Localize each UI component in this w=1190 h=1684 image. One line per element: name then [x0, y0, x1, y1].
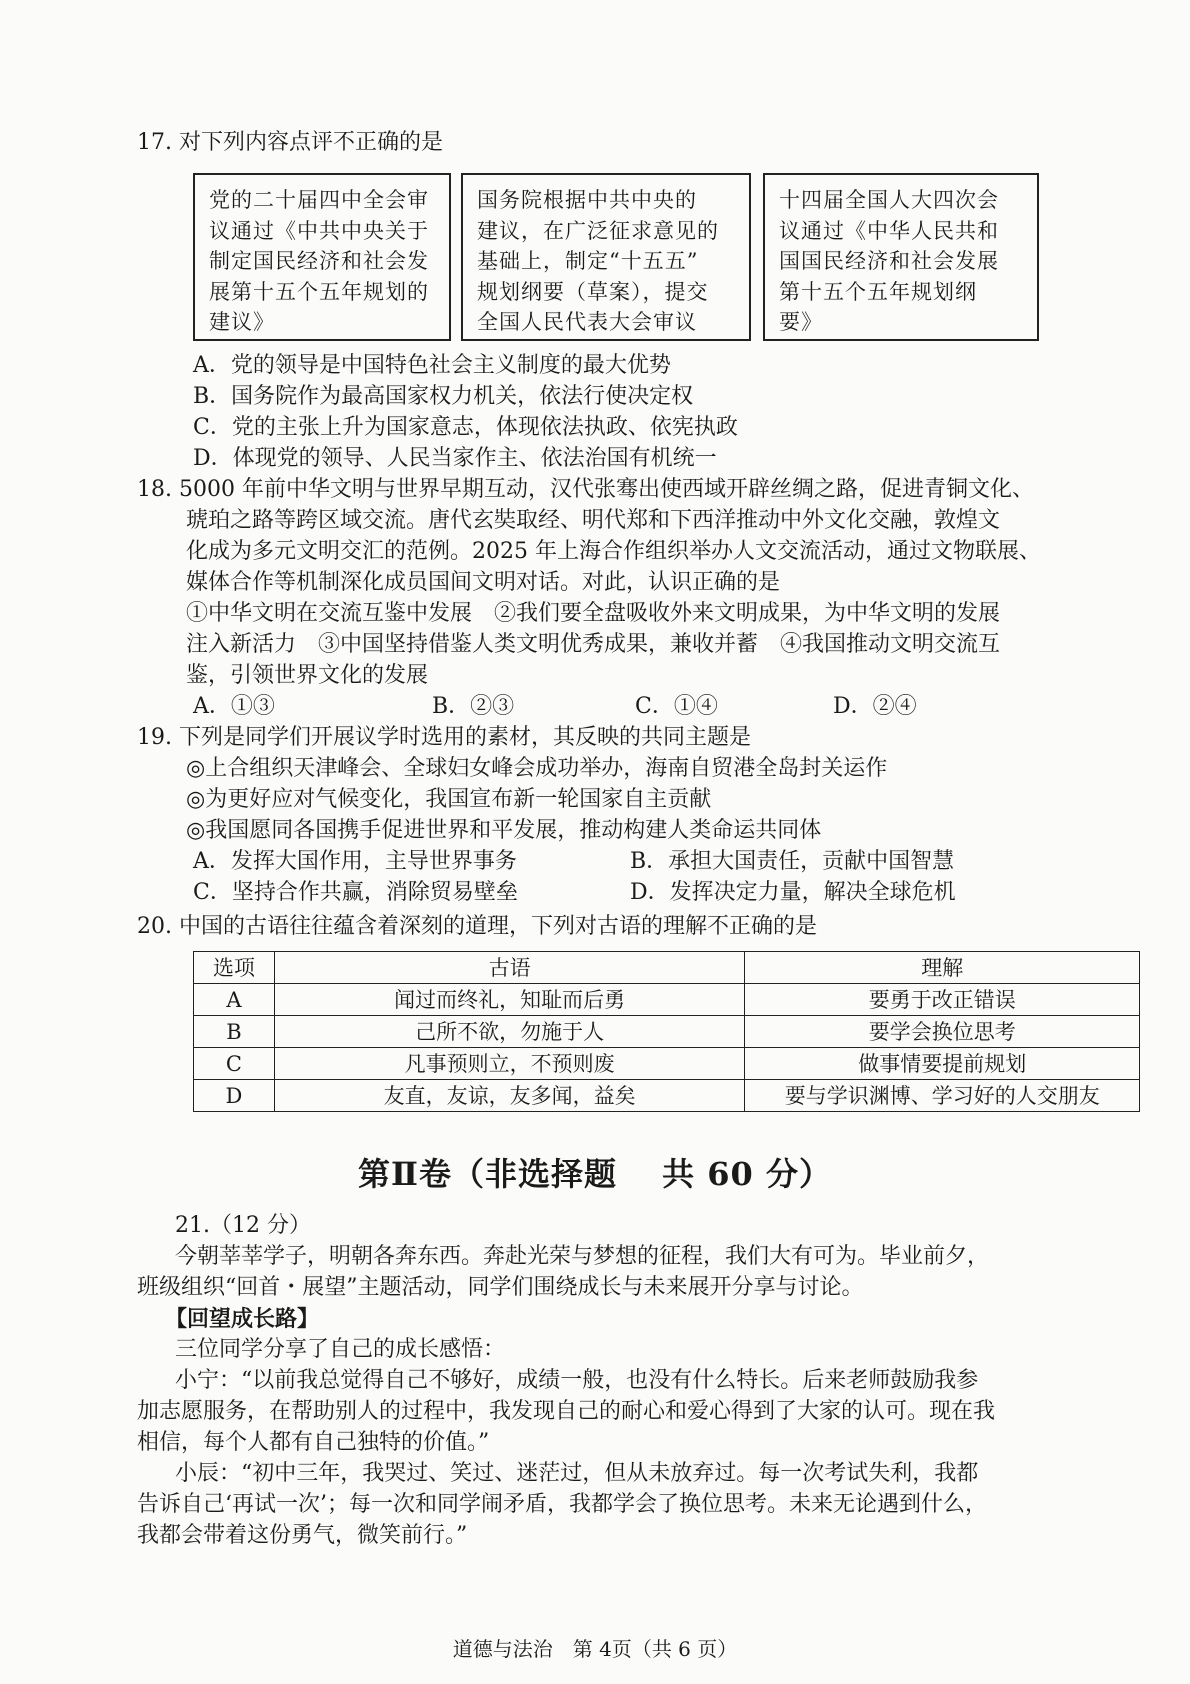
- table-cell-option: B: [194, 1016, 275, 1048]
- q17-box-3-line: 第十五个五年规划纲: [779, 279, 977, 304]
- q18-statement-line: ①中华文明在交流互鉴中发展 ②我们要全盘吸收外来文明成果，为中华文明的发展: [186, 601, 1001, 626]
- q17-option-d[interactable]: D．体现党的领导、人民当家作主、依法治国有机统一: [193, 446, 717, 471]
- table-header: 古语: [274, 952, 744, 984]
- table-cell-option: C: [194, 1048, 275, 1080]
- q17-box-2-line: 基础上，制定“十五五”: [477, 249, 699, 273]
- q17-box-3-line: 国国民经济和社会发展: [779, 249, 999, 273]
- table-cell-saying: 凡事预则立，不预则废: [274, 1048, 744, 1080]
- table-cell-saying: 闻过而终礼，知耻而后勇: [274, 984, 744, 1016]
- table-cell-meaning: 要学会换位思考: [745, 1016, 1140, 1048]
- q18-line: 18. 5000 年前中华文明与世界早期互动，汉代张骞出使西域开辟丝绸之路，促进青铜文化、: [137, 477, 1034, 502]
- q17-box-1-line: 党的二十届四中全会审: [209, 188, 429, 212]
- table-row[interactable]: [194, 1016, 1140, 1048]
- q18-statement-line: 注入新活力 ③中国坚持借鉴人类文明优秀成果，兼收并蓄 ④我国推动文明交流互: [186, 632, 1001, 657]
- q17-box-1-line: 建议》: [209, 310, 275, 334]
- table-cell-meaning: 做事情要提前规划: [745, 1048, 1140, 1080]
- table-row[interactable]: [194, 1048, 1140, 1080]
- q17-material-boxes: [193, 173, 1098, 343]
- q20-table: [193, 951, 1140, 1112]
- q21-paragraph: 小宁：“以前我总觉得自己不够好，成绩一般，也没有什么特长。后来老师鼓励我参: [175, 1368, 979, 1393]
- table-header: 理解: [745, 952, 1140, 984]
- q17-box-1: [193, 173, 451, 341]
- q18-line: 媒体合作等机制深化成员国间文明对话。对此，认识正确的是: [186, 570, 781, 595]
- q17-box-3: [763, 173, 1039, 341]
- q18-option-a[interactable]: A．①③: [193, 694, 275, 719]
- q21-paragraph: 加志愿服务，在帮助别人的过程中，我发现自己的耐心和爱心得到了大家的认可。现在我: [137, 1399, 996, 1424]
- table-header-row: [194, 952, 1140, 984]
- q19-material: ◎为更好应对气候变化，我国宣布新一轮国家自主贡献: [186, 787, 712, 812]
- q17-option-b[interactable]: B．国务院作为最高国家权力机关，依法行使决定权: [193, 384, 694, 409]
- q19-material: ◎我国愿同各国携手促进世界和平发展，推动构建人类命运共同体: [186, 818, 822, 843]
- q17-box-2-line: 国务院根据中共中央的: [477, 188, 697, 212]
- q21-intro: 班级组织“回首・展望”主题活动，同学们围绕成长与未来展开分享与讨论。: [137, 1275, 864, 1300]
- q17-box-2: [461, 173, 751, 341]
- q19-material: ◎上合组织天津峰会、全球妇女峰会成功举办，海南自贸港全岛封关运作: [186, 756, 888, 781]
- q18-option-b[interactable]: B．②③: [432, 694, 515, 719]
- q21-paragraph: 我都会带着这份勇气，微笑前行。”: [137, 1523, 468, 1548]
- q18-option-c[interactable]: C．①④: [635, 694, 718, 719]
- q17-box-2-line: 建议，在广泛征求意见的: [477, 218, 719, 243]
- q18-line: 化成为多元文明交汇的范例。2025 年上海合作组织举办人文交流活动，通过文物联展、: [186, 539, 1041, 564]
- q18-option-d[interactable]: D．②④: [833, 694, 917, 719]
- q17-box-1-line: 议通过《中共中央关于: [209, 218, 429, 243]
- q19-option-c[interactable]: C．坚持合作共赢，消除贸易壁垒: [193, 880, 518, 905]
- q17-stem: 17. 对下列内容点评不正确的是: [137, 130, 443, 155]
- q17-box-2-line: 全国人民代表大会审议: [477, 310, 697, 334]
- q21-paragraph: 三位同学分享了自己的成长感悟：: [175, 1337, 506, 1362]
- q20-stem: 20. 中国的古语往往蕴含着深刻的道理，下列对古语的理解不正确的是: [137, 914, 817, 939]
- section-title: 第Ⅱ卷（非选择题 共 60 分）: [358, 1155, 832, 1193]
- table-cell-option: A: [194, 984, 275, 1016]
- q17-option-a[interactable]: A．党的领导是中国特色社会主义制度的最大优势: [193, 353, 671, 378]
- q21-paragraph: 小辰：“初中三年，我哭过、笑过、迷茫过，但从未放弃过。每一次考试失利，我都: [175, 1461, 979, 1486]
- table-cell-meaning: 要勇于改正错误: [745, 984, 1140, 1016]
- q17-box-3-line: 议通过《中华人民共和: [779, 218, 999, 243]
- table-cell-saying: 己所不欲，勿施于人: [274, 1016, 744, 1048]
- q21-paragraph: 告诉自己‘再试一次’；每一次和同学闹矛盾，我都学会了换位思考。未来无论遇到什么，: [137, 1492, 987, 1517]
- q17-box-2-line: 规划纲要（草案），提交: [477, 279, 709, 304]
- table-cell-saying: 友直，友谅，友多闻，益矣: [274, 1080, 744, 1112]
- q21-paragraph: 相信，每个人都有自己独特的价值。”: [137, 1430, 490, 1455]
- page-footer: 道德与法治 第 4页（共 6 页）: [452, 1637, 738, 1661]
- table-row[interactable]: [194, 984, 1140, 1016]
- table-cell-meaning: 要与学识渊博、学习好的人交朋友: [745, 1080, 1140, 1112]
- q17-option-c[interactable]: C．党的主张上升为国家意志，体现依法执政、依宪执政: [193, 415, 738, 440]
- q19-option-a[interactable]: A．发挥大国作用，主导世界事务: [193, 849, 517, 874]
- q17-box-3-line: 要》: [779, 310, 823, 334]
- q18-line: 琥珀之路等跨区域交流。唐代玄奘取经、明代郑和下西洋推动中外文化交融，敦煌文: [186, 508, 1001, 533]
- q21-heading: 21.（12 分）: [175, 1213, 311, 1238]
- q21-intro: 今朝莘莘学子，明朝各奔东西。奔赴光荣与梦想的征程，我们大有可为。毕业前夕，: [175, 1244, 990, 1269]
- q19-stem: 19. 下列是同学们开展议学时选用的素材，其反映的共同主题是: [137, 725, 751, 750]
- q21-subsection-title: 【回望成长路】: [165, 1306, 320, 1332]
- q17-box-3-line: 十四届全国人大四次会: [779, 188, 999, 212]
- q17-box-1-line: 展第十五个五年规划的: [209, 279, 429, 304]
- table-cell-option: D: [194, 1080, 275, 1112]
- q17-box-1-line: 制定国民经济和社会发: [209, 249, 429, 273]
- q19-option-b[interactable]: B．承担大国责任，贡献中国智慧: [630, 849, 955, 874]
- table-header: 选项: [194, 952, 275, 984]
- q18-statement-line: 鉴，引领世界文化的发展: [186, 663, 429, 688]
- q19-option-d[interactable]: D．发挥决定力量，解决全球危机: [630, 880, 956, 905]
- table-row[interactable]: [194, 1080, 1140, 1112]
